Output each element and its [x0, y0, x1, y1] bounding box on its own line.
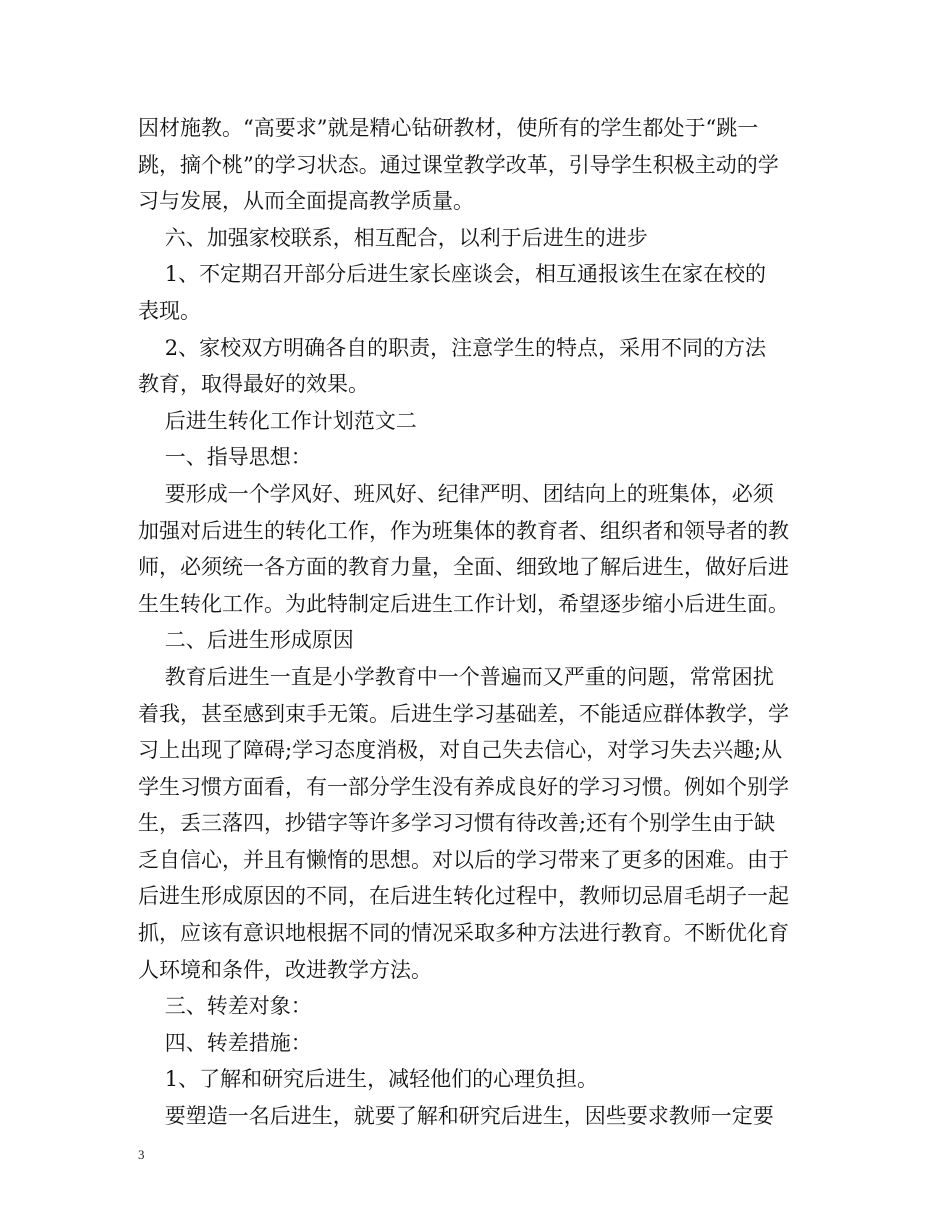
text-line: 后进生形成原因的不同，在后进生转化过程中，教师切忌眉毛胡子一起	[138, 884, 789, 909]
text-line: 习与发展，从而全面提高教学质量。	[138, 189, 474, 214]
text-line: 表现。	[138, 298, 201, 323]
text-line: 1、了解和研究后进生，减轻他们的心理负担。	[138, 1067, 599, 1092]
page-number: 3	[138, 1147, 145, 1162]
text-line: 加强对后进生的转化工作，作为班集体的教育者、组织者和领导者的教	[138, 518, 789, 543]
text-line: 跳，摘个桃”的学习状态。通过课堂教学改革，引导学生积极主动的学	[138, 152, 779, 177]
text-line: 1、不定期召开部分后进生家长座谈会，相互通报该生在家在校的	[138, 262, 767, 287]
document-subtitle: 后进生转化工作计划范文二	[138, 408, 417, 433]
section-heading: 四、转差措施：	[138, 1030, 312, 1055]
section-heading: 一、指导思想：	[138, 445, 312, 470]
document-body	[138, 110, 818, 1135]
section-heading: 六、加强家校联系，相互配合，以利于后进生的进步	[138, 225, 648, 250]
text-line: 教育，取得最好的效果。	[138, 372, 369, 397]
text-line: 习上出现了障碍;学习态度消极，对自己失去信心，对学习失去兴趣;从	[138, 738, 783, 763]
text-line: 生，丢三落四，抄错字等许多学习习惯有待改善;还有个别学生由于缺	[138, 811, 776, 836]
text-line: 学生习惯方面看，有一部分学生没有养成良好的学习习惯。例如个别学	[138, 774, 789, 799]
section-heading: 三、转差对象：	[138, 994, 312, 1019]
text-line: 人环境和条件，改进教学方法。	[138, 957, 432, 982]
text-line: 抓，应该有意识地根据不同的情况采取多种方法进行教育。不断优化育	[138, 921, 789, 946]
text-line: 要塑造一名后进生，就要了解和研究后进生，因些要求教师一定要	[138, 1104, 774, 1129]
text-line: 着我，甚至感到束手无策。后进生学习基础差，不能适应群体教学，学	[138, 701, 789, 726]
text-line: 师，必须统一各方面的教育力量，全面、细致地了解后进生，做好后进	[138, 555, 789, 580]
text-line: 要形成一个学风好、班风好、纪律严明、团结向上的班集体，必须	[138, 481, 774, 506]
section-heading: 二、后进生形成原因	[138, 628, 354, 653]
text-line: 生生转化工作。为此特制定后进生工作计划，希望逐步缩小后进生面。	[138, 591, 789, 616]
text-line: 2、家校双方明确各自的职责，注意学生的特点，采用不同的方法	[138, 335, 767, 360]
text-line: 因材施教。“高要求”就是精心钻研教材，使所有的学生都处于“跳一	[138, 116, 759, 140]
text-line: 乏自信心，并且有懒惰的思想。对以后的学习带来了更多的困难。由于	[138, 847, 789, 872]
text-line: 教育后进生一直是小学教育中一个普遍而又严重的问题，常常困扰	[138, 664, 774, 689]
